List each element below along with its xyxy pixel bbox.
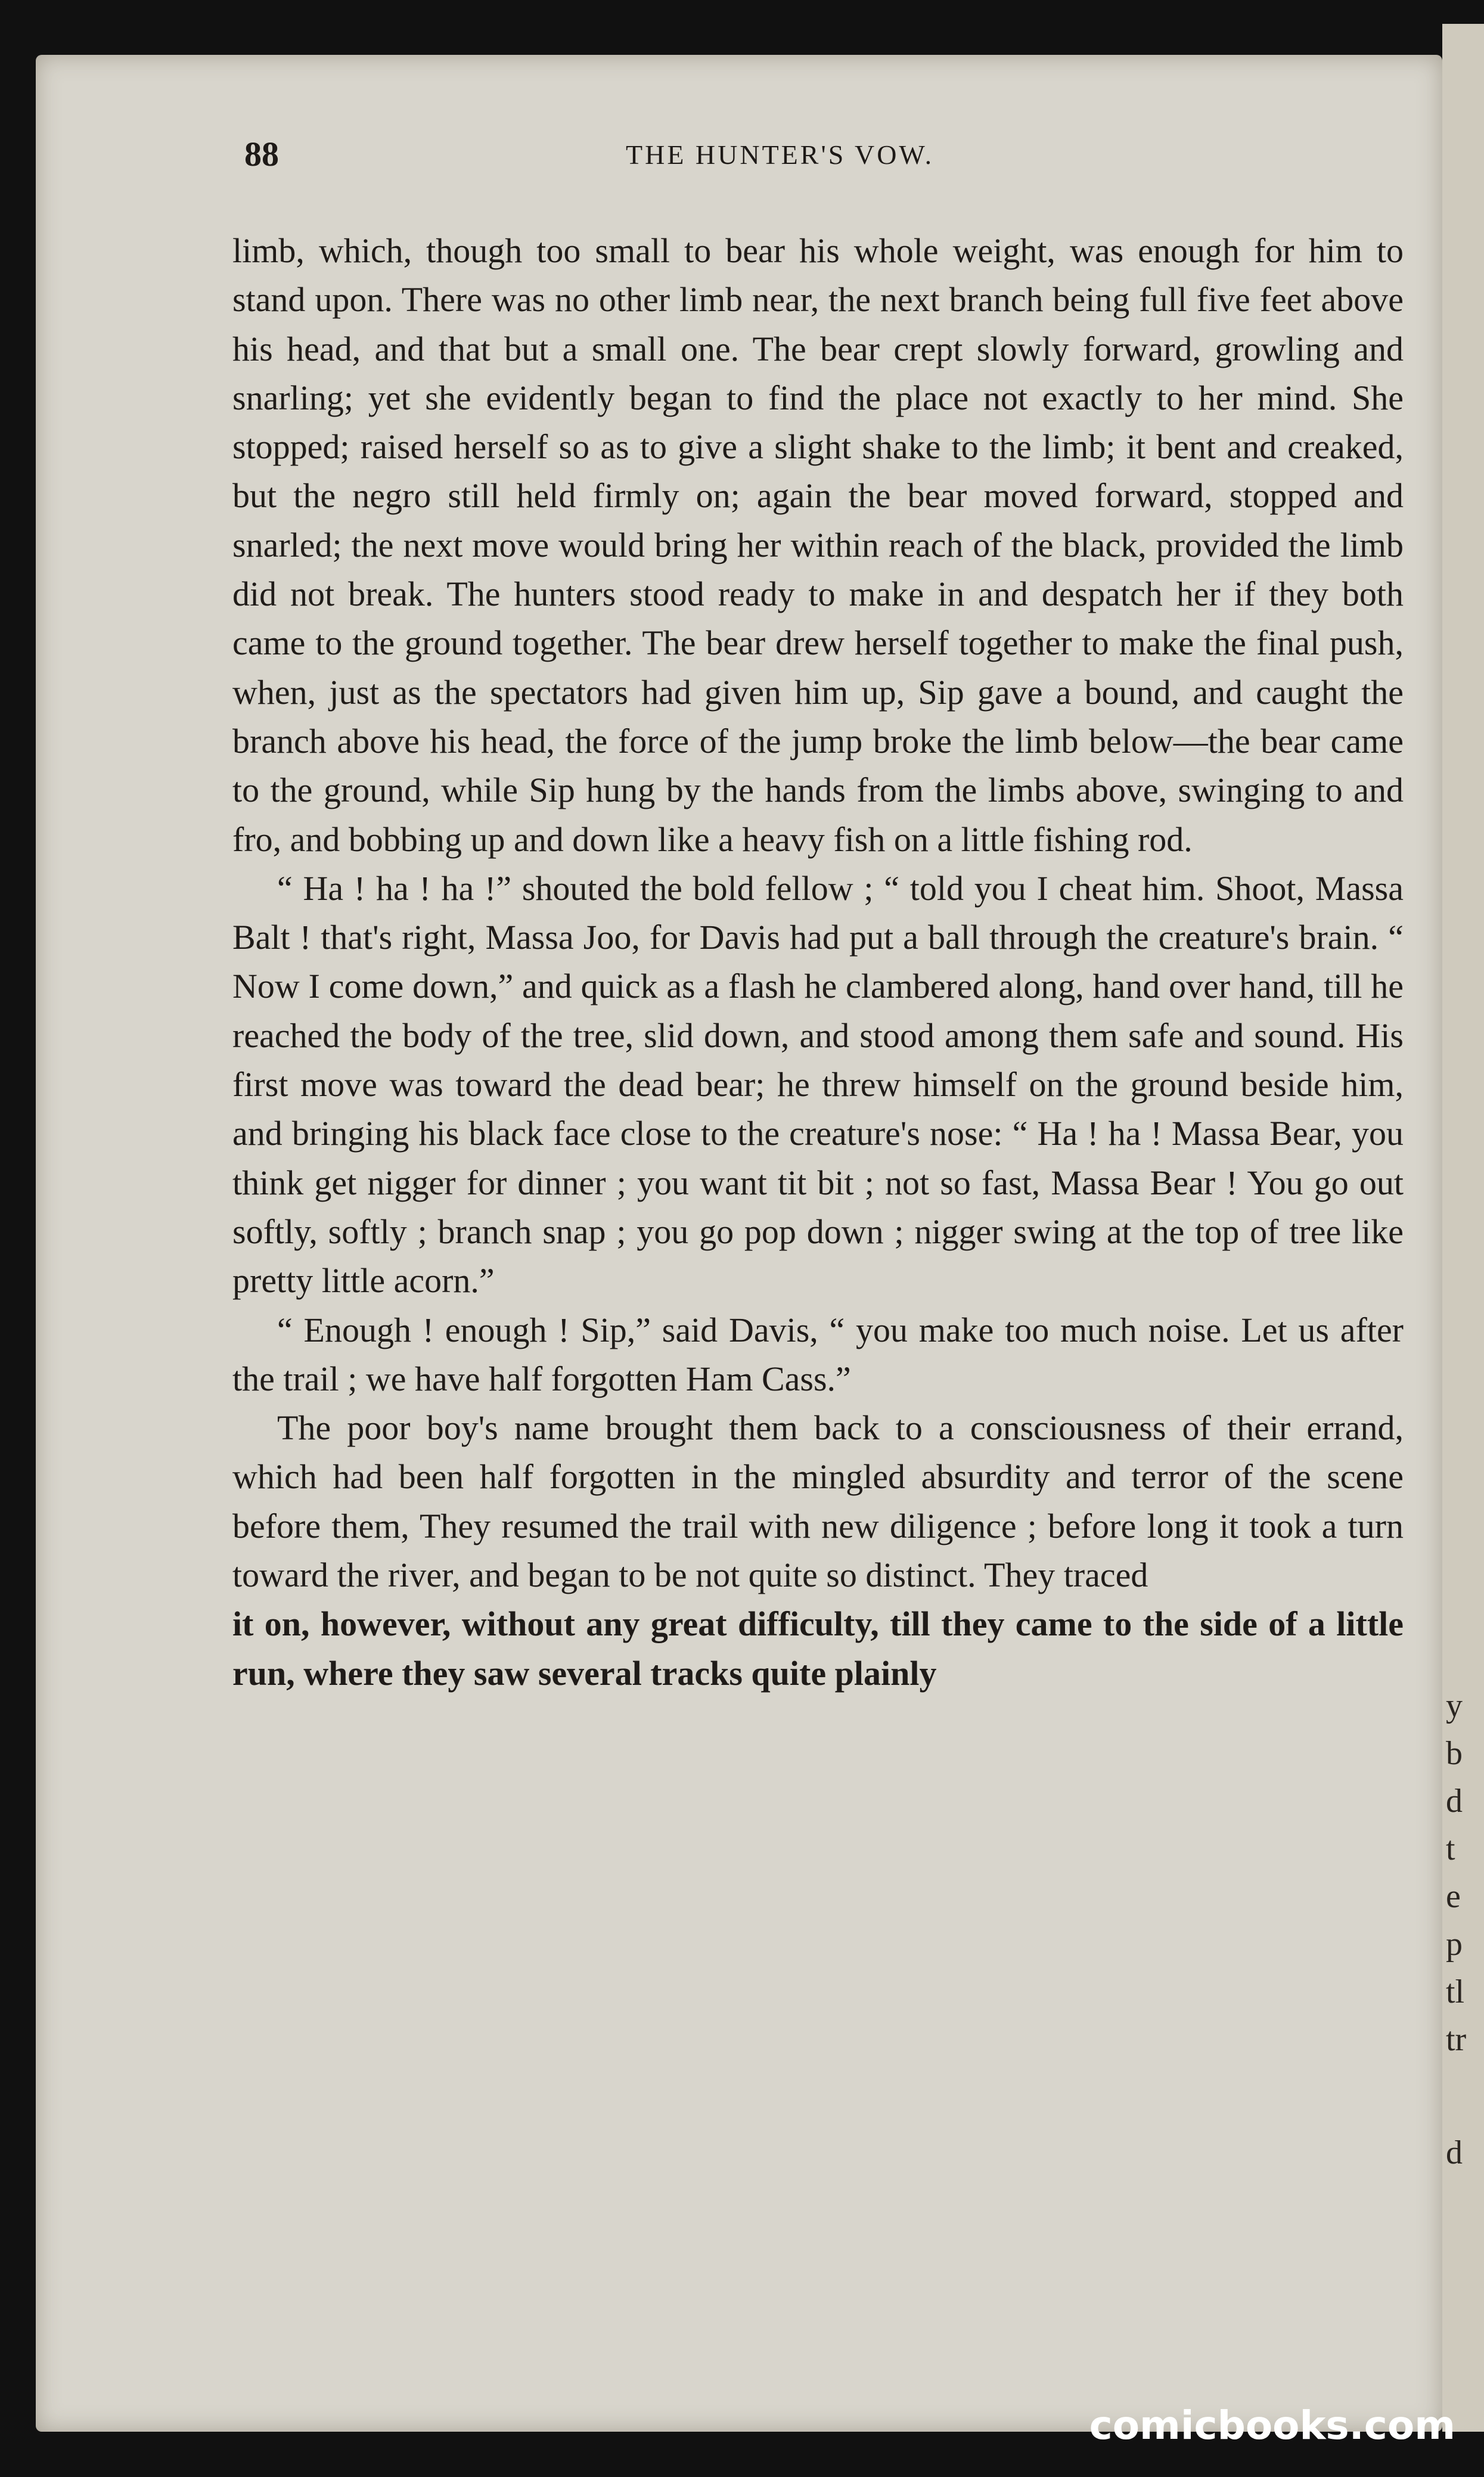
running-header bbox=[0, 134, 1484, 176]
page-number: 88 bbox=[244, 135, 279, 173]
next-page-fragment: d bbox=[1446, 2134, 1463, 2171]
next-page-fragment: e bbox=[1446, 1878, 1461, 1915]
paragraph: “ Ha ! ha ! ha !” shouted the bold fellow ; “ told you I cheat him. Shoot, Massa Balt ! that's right, Massa Joo, for Davis had put a ball through the creature's brain. “ Now I come down,” and quick as a flash he clambered along, hand over hand, till he reached the body of the tree, slid down, and stood among them safe and sound. His first move was toward the dead bear; he threw himself on the ground beside him, and bringing his black face close to the creature's nose: “ Ha ! ha ! Massa Bear, you think get nigger for dinner ; you want tit bit ; not so fast, Massa Bear ! You go out softly, softly ; branch snap ; you go pop down ; nigger swing at the top of tree like pretty little acorn.” bbox=[232, 868, 1404, 1300]
body-text bbox=[232, 226, 1404, 1698]
next-page-fragment: y bbox=[1446, 1687, 1463, 1724]
next-page-fragment: p bbox=[1446, 1926, 1463, 1963]
next-page-fragment: t bbox=[1446, 1830, 1455, 1867]
paragraph: The poor boy's name brought them back to a consciousness of their errand, which had been half forgotten in the mingled absurdity and terror of the scene before them, They resumed the trail with new diligence ; before long it took a turn toward the river, and began to be not quite so distinct. They traced bbox=[232, 1408, 1404, 1595]
paragraph-continuation: it on, however, without any great difficulty, till they came to the side of a little run, where they saw several tracks quite plainly bbox=[232, 1604, 1404, 1693]
next-page-fragment: tl bbox=[1446, 1973, 1465, 2010]
paragraph: “ Enough ! enough ! Sip,” said Davis, “ you make too much noise. Let us after the trail ; we have half forgotten Ham Cass.” bbox=[232, 1310, 1404, 1398]
watermark: comicbooks.com bbox=[1089, 2402, 1455, 2448]
adjacent-page-edge bbox=[1442, 24, 1484, 2432]
next-page-fragment: b bbox=[1446, 1735, 1463, 1772]
next-page-fragment: d bbox=[1446, 1783, 1463, 1820]
next-page-fragment: tr bbox=[1446, 2021, 1467, 2058]
paragraph: limb, which, though too small to bear his whole weight, was enough for him to stand upon. There was no other limb near, the next branch being full five feet above his head, and that but a small one. The bear crept slowly forward, growling and snarling; yet she evidently began to find the place not exactly to her mind. She stopped; raised herself so as to give a slight shake to the limb; it bent and creaked, but the negro still held firmly on; again the bear moved forward, stopped and snarled; the next move would bring her within reach of the black, provided the limb did not break. The hunters stood ready to make in and despatch her if they both came to the ground together. The bear drew herself together to make the final push, when, just as the spectators had given him up, Sip gave a bound, and caught the branch above his head, the force of the jump broke the limb below—the bear came to the ground, while Sip hung by the hands from the limbs above, swinging to and fro, and bobbing up and down like a heavy fish on a little fishing rod. bbox=[232, 231, 1404, 859]
running-title: THE HUNTER'S VOW. bbox=[626, 139, 935, 170]
